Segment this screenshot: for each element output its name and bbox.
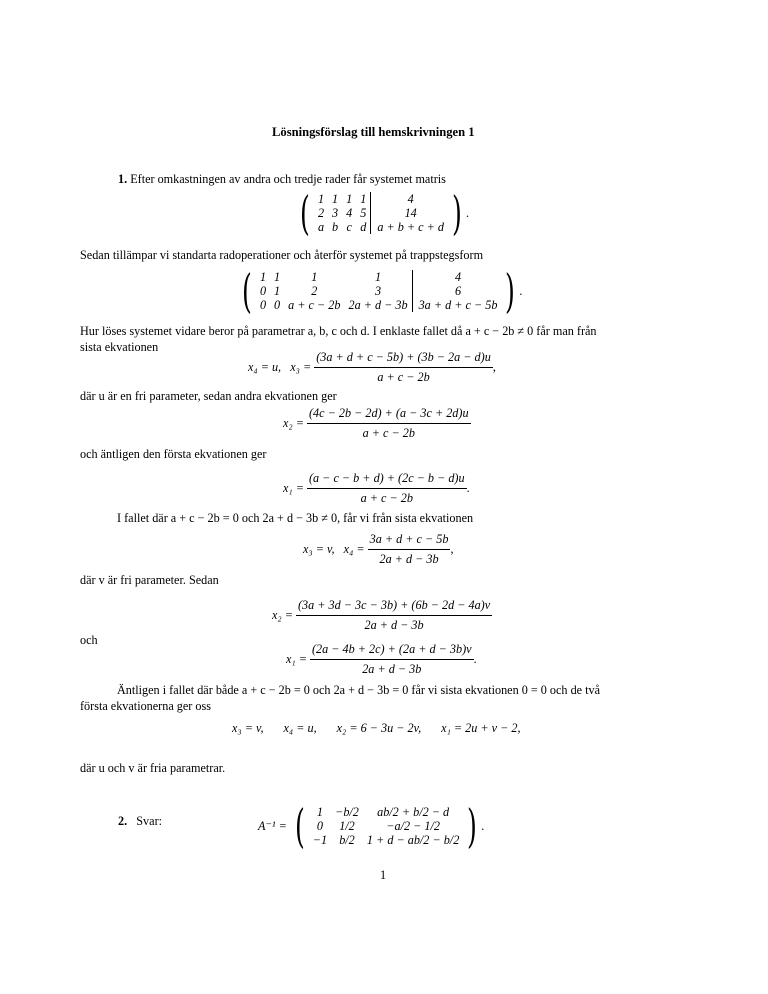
where-v-text: där v är fri parameter. Sedan [80,573,219,587]
matrix-cell: 4 [346,206,353,220]
problem-1-intro [118,173,446,185]
equation-x1-case2: x₁ = $\frac{(2a - 4b + 2c) + (2a + d - 3b)v}{2a + d - 3b}$ . [286,642,477,676]
period: . [519,283,523,298]
eq-x4: x₄ = u, [248,360,282,374]
fraction [296,598,492,633]
matrix-1 [296,186,469,240]
matrix-cell: −a/2 − 1/2 [386,819,440,833]
problem-2-label [118,815,162,827]
matrix-cell: a + c − 2b [288,298,341,312]
case-2-text: I fallet där a + c − 2b = 0 och 2a + d − 3b ≠ 0, får vi från sista ekvationen [117,511,474,525]
equation-x3-case1: x₄ = u, x₃ = $\frac{(3a + d + c - 5b) + (3b - 2a - d)u}{a + c - 2b}$ , [248,350,496,384]
matrix-cell: 1 [274,284,281,298]
matrix-cell: 4 [371,192,448,206]
matrix-cell: 2 [311,284,318,298]
denominator: a + c − 2b [360,491,413,505]
where-uv-text: där u och v är fria parametrar. [80,761,226,775]
numerator: (2a − 4b + 2c) + (2a + d − 3b)v [310,642,474,660]
eq-x2-lhs: x₂ = [283,416,304,430]
inverse-matrix [258,799,485,853]
final-eq-x3: x₃ = v, [232,721,264,735]
final-equations [232,721,521,736]
fraction [307,406,471,441]
fraction [314,350,493,385]
period: . [481,818,485,833]
matrix-cell: d [360,220,367,234]
matrix-cell: 14 [371,206,448,220]
matrix-row [309,833,464,847]
matrix-cell: 3a + d + c − 5b [412,298,501,312]
numerator: (3a + 3d − 3c − 3b) + (6b − 2d − 4a)v [296,598,492,616]
matrix-cell: −b/2 [335,805,359,819]
matrix-cell: 2 [317,206,325,220]
matrix-cell: b [332,220,339,234]
matrix-cell: 1 [311,270,318,284]
matrix-cell: 0 [316,819,323,833]
matrix-1-table [314,192,448,234]
matrix-cell: 3 [332,206,339,220]
radop-text: Sedan tillämpar vi standarta radoperationer och återför systemet på trappstegsform [80,248,484,262]
matrix-cell: 1 [360,192,367,206]
case-3-line-2: första ekvationerna ger oss [80,699,211,713]
denominator: a + c − 2b [362,426,415,440]
matrix-row [256,298,501,312]
numerator: (3a + d + c − 5b) + (3b − 2a − d)u [314,350,493,368]
final-eq-x4: x₄ = u, [283,721,317,735]
denominator: 2a + d − 3b [379,552,439,566]
equation-x2-case1 [283,406,471,441]
eq-x1-lhs: x₁ = [283,481,304,495]
matrix-cell: a + b + c + d [371,220,448,234]
answer-label: Svar: [136,814,163,828]
matrix-cell: 1 [259,270,267,284]
numerator: (a − c − b + d) + (2c − b − d)u [307,471,467,489]
fraction [307,471,467,506]
problem-2-number: 2. [118,814,128,828]
numerator: (4c − 2b − 2d) + (a − 3c + 2d)u [307,406,471,424]
left-paren: ( [300,186,310,240]
matrix-cell: ab/2 + b/2 − d [377,805,450,819]
first-eq-text: och äntligen den första ekvationen ger [80,447,267,461]
period: . [465,205,469,220]
denominator: 2a + d − 3b [364,618,424,632]
how-line-1: Hur löses systemet vidare beror på parametrar a, b, c och d. I enklaste fallet då a + c − 2b ≠ 0 får man från [80,324,597,338]
equation-x1-case1: x₁ = $\frac{(a - c - b + d) + (2c - b - d)u}{a + c - 2b}$ . [283,471,470,505]
page-number: 1 [380,868,387,882]
where-u-text: där u är en fri parameter, sedan andra ekvationen ger [80,389,337,403]
right-paren: ) [505,264,516,318]
matrix-cell: 1 [317,192,325,206]
matrix-cell: 5 [360,206,367,220]
matrix-cell: 1 [316,805,323,819]
matrix-cell: 0 [259,298,267,312]
matrix-cell: 3 [374,284,382,298]
fraction [310,642,474,677]
eq-x3v: x₃ = v, [303,542,335,556]
final-eq-x2: x₂ = 6 − 3u − 2v, [336,721,422,735]
matrix-row [314,220,448,234]
right-paren: ) [452,186,462,240]
case-3-line-1: Äntligen i fallet där både a + c − 2b = 0 och 2a + d − 3b = 0 får vi sista ekvationen 0 = 0 och de två [117,683,601,697]
matrix-row [309,805,464,819]
matrix-cell: a [317,220,325,234]
matrix-row [314,192,448,206]
matrix-cell: c [346,220,352,234]
matrix-cell: 1 [346,192,353,206]
matrix-row [314,206,448,220]
matrix-cell: 1 [274,270,281,284]
matrix-2-table [256,270,501,312]
numerator: 3a + d + c − 5b [368,532,451,550]
equation-x4-case2: x₃ = v, x₄ = $\frac{3a + d + c - 5b}{2a + d - 3b}$ , [303,532,454,566]
matrix-cell: 0 [274,298,281,312]
eq-x2-lhs: x₂ = [272,608,293,622]
matrix-cell: 1 [374,270,382,284]
left-paren: ( [242,264,252,318]
intro-text: Efter omkastningen av andra och tredje rader får systemet matris [130,172,446,186]
problem-1-number: 1. [118,172,128,186]
equation-x2-case2 [272,598,492,633]
denominator: a + c − 2b [377,370,430,384]
matrix-cell: 2a + d − 3b [348,298,408,312]
matrix-row [256,284,501,298]
final-eq-x1: x₁ = 2u + v − 2, [441,721,521,735]
matrix-cell: −1 [312,833,328,847]
left-paren: ( [294,799,305,853]
matrix-cell: b/2 [339,833,355,847]
how-line-2: sista ekvationen [80,340,159,354]
matrix-row [309,819,464,833]
right-paren: ) [467,799,478,853]
matrix-cell: 1/2 [339,819,355,833]
matrix-2 [238,264,523,318]
matrix-cell: 4 [412,270,501,284]
matrix-cell: 1 [332,192,339,206]
matrix-row [256,270,501,284]
matrix-cell: 0 [259,284,267,298]
matrix-cell: 1 + d − ab/2 − b/2 [366,833,460,847]
och-text: och [80,633,98,647]
matrix-cell: 6 [412,284,501,298]
fraction [368,532,451,567]
eq-x4-lhs: x₄ = [343,542,365,556]
page-title: Lösningsförslag till hemskrivningen 1 [272,125,475,139]
inverse-matrix-table [309,805,464,847]
denominator: 2a + d − 3b [362,662,422,676]
eq-x1-lhs: x₁ = [286,652,307,666]
eq-x3-lhs: x₃ = [290,360,312,374]
inverse-lhs: A⁻¹ = [258,818,287,833]
